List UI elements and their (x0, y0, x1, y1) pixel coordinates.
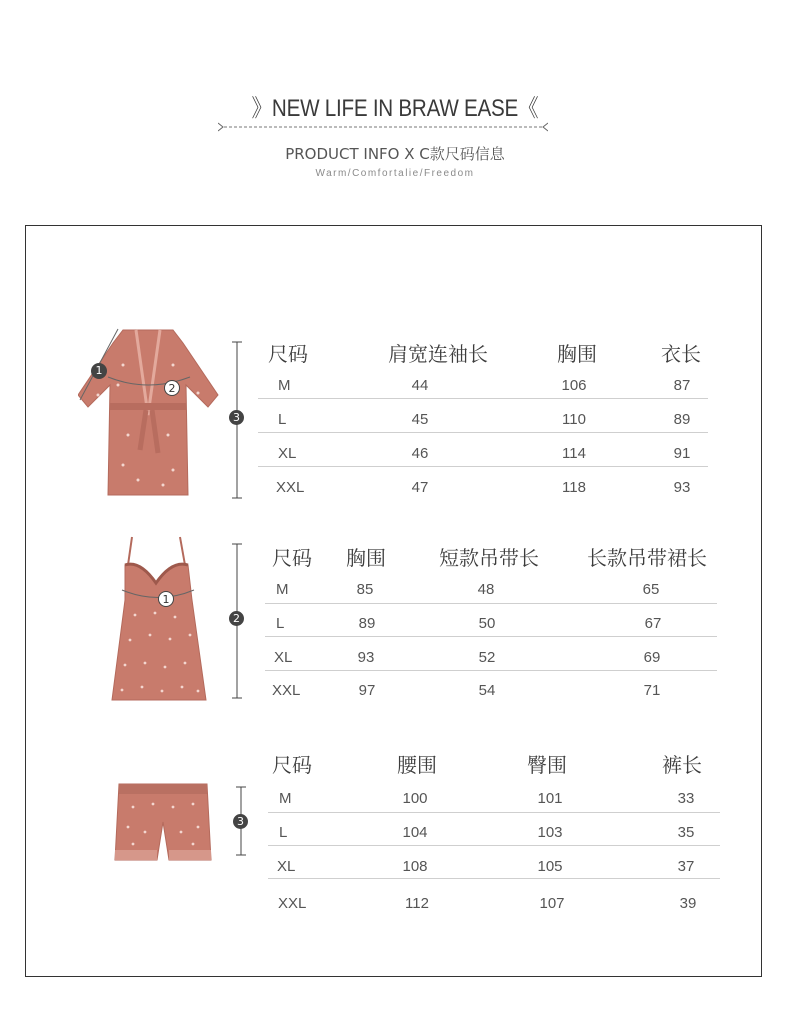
row-divider (258, 432, 708, 433)
table-cell: M (278, 377, 291, 394)
table-cell: 100 (402, 790, 428, 807)
table-cell: 54 (478, 682, 496, 699)
table-header: 胸围 (557, 342, 597, 366)
table-cell: 101 (537, 790, 563, 807)
table-cell: L (279, 824, 288, 841)
table-cell: 104 (402, 824, 428, 841)
table-cell: 46 (411, 445, 429, 462)
slip-dress-illustration (110, 535, 210, 705)
table-cell: 37 (677, 858, 695, 875)
row-divider (258, 466, 708, 467)
table-cell: 108 (402, 858, 428, 875)
marker-2: 2 (229, 611, 244, 626)
table-cell: M (276, 581, 289, 598)
table-cell: 89 (358, 615, 376, 632)
table-cell: 50 (478, 615, 496, 632)
table-cell: 85 (356, 581, 374, 598)
table-header: 衣长 (661, 342, 701, 366)
marker-3: 3 (233, 814, 248, 829)
table-cell: 87 (673, 377, 691, 394)
table-header: 尺码 (268, 342, 308, 366)
row-divider (265, 603, 717, 604)
table-cell: XL (277, 858, 296, 875)
table-header: 肩宽连袖长 (388, 342, 488, 366)
table-cell: 91 (673, 445, 691, 462)
table-cell: XXL (278, 895, 307, 912)
table-cell: 93 (673, 479, 691, 496)
table-cell: XL (278, 445, 297, 462)
table-cell: XXL (272, 682, 301, 699)
row-divider (265, 670, 717, 671)
table-cell: 110 (562, 411, 586, 428)
table-cell: 114 (562, 445, 586, 462)
row-divider (265, 636, 717, 637)
table-cell: 47 (411, 479, 429, 496)
table-header: 腰围 (397, 753, 437, 777)
row-divider (268, 878, 720, 879)
table-cell: 107 (539, 895, 565, 912)
table-cell: 35 (677, 824, 695, 841)
table-cell: 69 (643, 649, 661, 666)
table-cell: XL (274, 649, 293, 666)
marker-1: 1 (91, 363, 107, 379)
table-cell: 71 (643, 682, 661, 699)
table-cell: 118 (562, 479, 586, 496)
table-cell: 48 (477, 581, 495, 598)
table-header: 尺码 (272, 753, 312, 777)
table-header: 裤长 (662, 753, 702, 777)
table-cell: 97 (358, 682, 376, 699)
page-tagline: Warm/Comfortalie/Freedom (315, 168, 475, 179)
table-cell: 112 (405, 895, 429, 912)
table-header: 胸围 (346, 546, 386, 570)
table-cell: XXL (276, 479, 305, 496)
table-cell: 45 (411, 411, 429, 428)
row-divider (268, 845, 720, 846)
shorts-illustration (113, 782, 213, 862)
table-cell: L (276, 615, 285, 632)
table-cell: 67 (644, 615, 662, 632)
table-cell: 39 (679, 895, 697, 912)
table-cell: 44 (411, 377, 429, 394)
table-header: 尺码 (272, 546, 312, 570)
table-header: 长款吊带裙长 (587, 546, 707, 570)
robe-illustration (78, 325, 228, 510)
table-cell: 103 (537, 824, 563, 841)
page-title: 》NEW LIFE IN BRAW EASE《 (251, 95, 539, 122)
marker-1: 1 (158, 591, 174, 607)
marker-2: 2 (164, 380, 180, 396)
table-cell: 65 (642, 581, 660, 598)
table-cell: 106 (561, 377, 587, 394)
table-cell: 52 (478, 649, 496, 666)
table-cell: L (278, 411, 287, 428)
table-header: 短款吊带长 (439, 546, 539, 570)
table-cell: 105 (537, 858, 563, 875)
header-divider (218, 118, 548, 132)
table-cell: 33 (677, 790, 695, 807)
table-cell: 89 (673, 411, 691, 428)
table-cell: M (279, 790, 292, 807)
table-header: 臀围 (527, 753, 567, 777)
row-divider (268, 812, 720, 813)
marker-3: 3 (229, 410, 244, 425)
table-cell: 93 (357, 649, 375, 666)
row-divider (258, 398, 708, 399)
page-subtitle: PRODUCT INFO X C款尺码信息 (285, 145, 505, 163)
